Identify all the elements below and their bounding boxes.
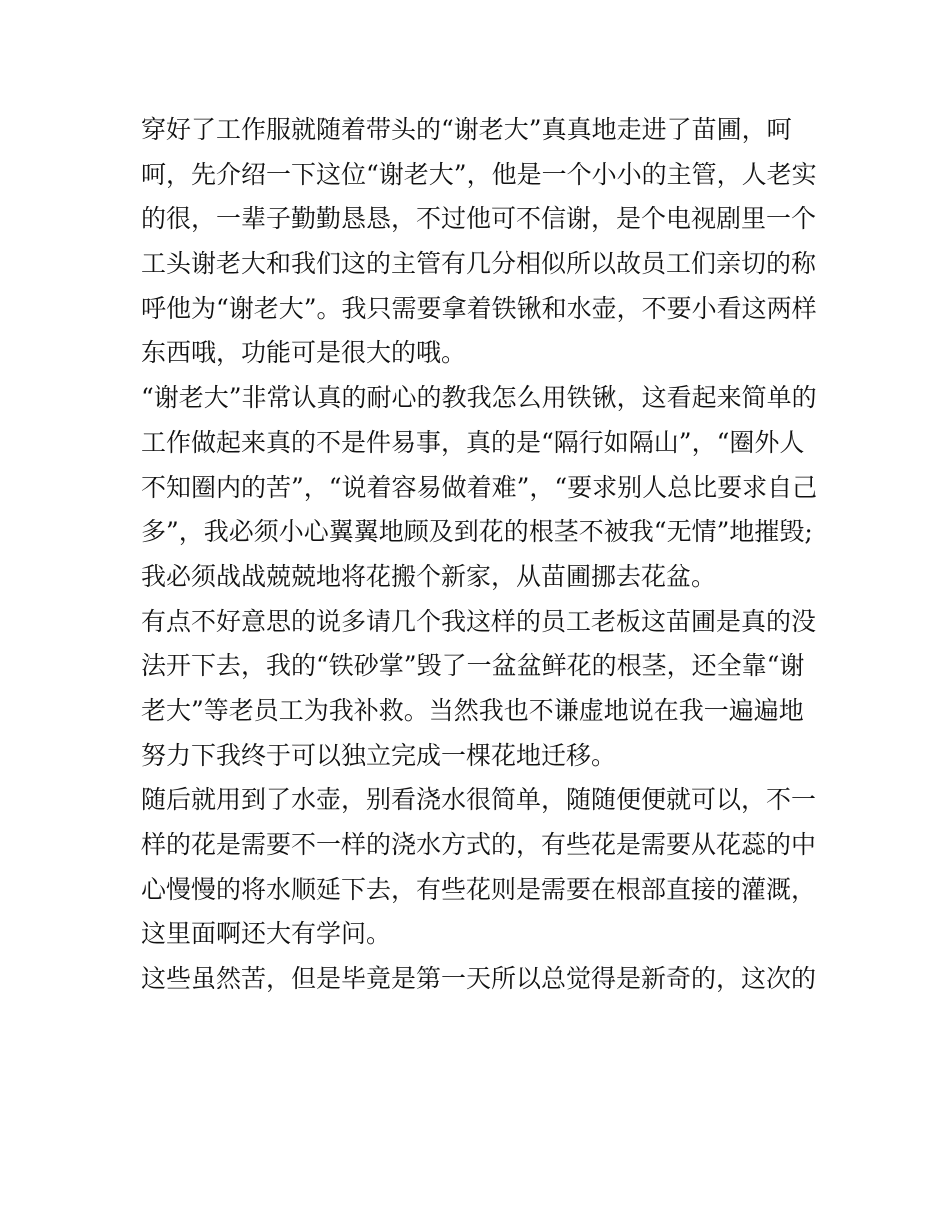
text-line: 穿好了工作服就随着带头的“谢老大”真真地走进了苗圃，呵	[141, 115, 792, 144]
text-line: 我必须战战兢兢地将花搬个新家，从苗圃挪去花盆。	[141, 561, 717, 591]
document-body	[141, 108, 821, 1002]
text-line: 的很，一辈子勤勤恳恳，不过他可不信谢，是个电视剧里一个	[141, 204, 817, 234]
text-line: “谢老大”非常认真的耐心的教我怎么用铁锹，这看起来简单的	[141, 383, 817, 413]
text-line: 心慢慢的将水顺延下去，有些花则是需要在根部直接的灌溉，	[141, 874, 817, 904]
text-line: 有点不好意思的说多请几个我这样的员工老板这苗圃是真的没	[141, 606, 817, 636]
text-line: 老大”等老员工为我补救。当然我也不谦虚地说在我一遍遍地	[141, 695, 804, 725]
text-line: 多”，我必须小心翼翼地顾及到花的根茎不被我“无情”地摧毁;	[141, 517, 813, 547]
text-line: 这里面啊还大有学问。	[141, 919, 392, 949]
text-line: 东西哦，功能可是很大的哦。	[141, 338, 467, 368]
text-line: 呼他为“谢老大”。我只需要拿着铁锹和水壶，不要小看这两样	[141, 293, 817, 323]
text-line: 呵，先介绍一下这位“谢老大”，他是一个小小的主管，人老实	[141, 159, 817, 189]
text-line: 不知圈内的苦”，“说着容易做着难”，“要求别人总比要求自己	[141, 472, 818, 502]
text-line: 工作做起来真的不是件易事，真的是“隔行如隔山”，“圈外人	[141, 427, 805, 457]
text-line: 样的花是需要不一样的浇水方式的，有些花是需要从花蕊的中	[141, 830, 817, 859]
text-line: 努力下我终于可以独立完成一棵花地迁移。	[141, 740, 617, 770]
text-line: 法开下去，我的“铁砂掌”毁了一盆盆鲜花的根茎，还全靠“谢	[141, 651, 805, 681]
text-line: 工头谢老大和我们这的主管有几分相似所以故员工们亲切的称	[141, 249, 817, 279]
text-line: 随后就用到了水壶，别看浇水很简单，随随便便就可以，不一	[141, 785, 817, 815]
text-line: 这些虽然苦，但是毕竟是第一天所以总觉得是新奇的，这次的	[141, 964, 817, 994]
